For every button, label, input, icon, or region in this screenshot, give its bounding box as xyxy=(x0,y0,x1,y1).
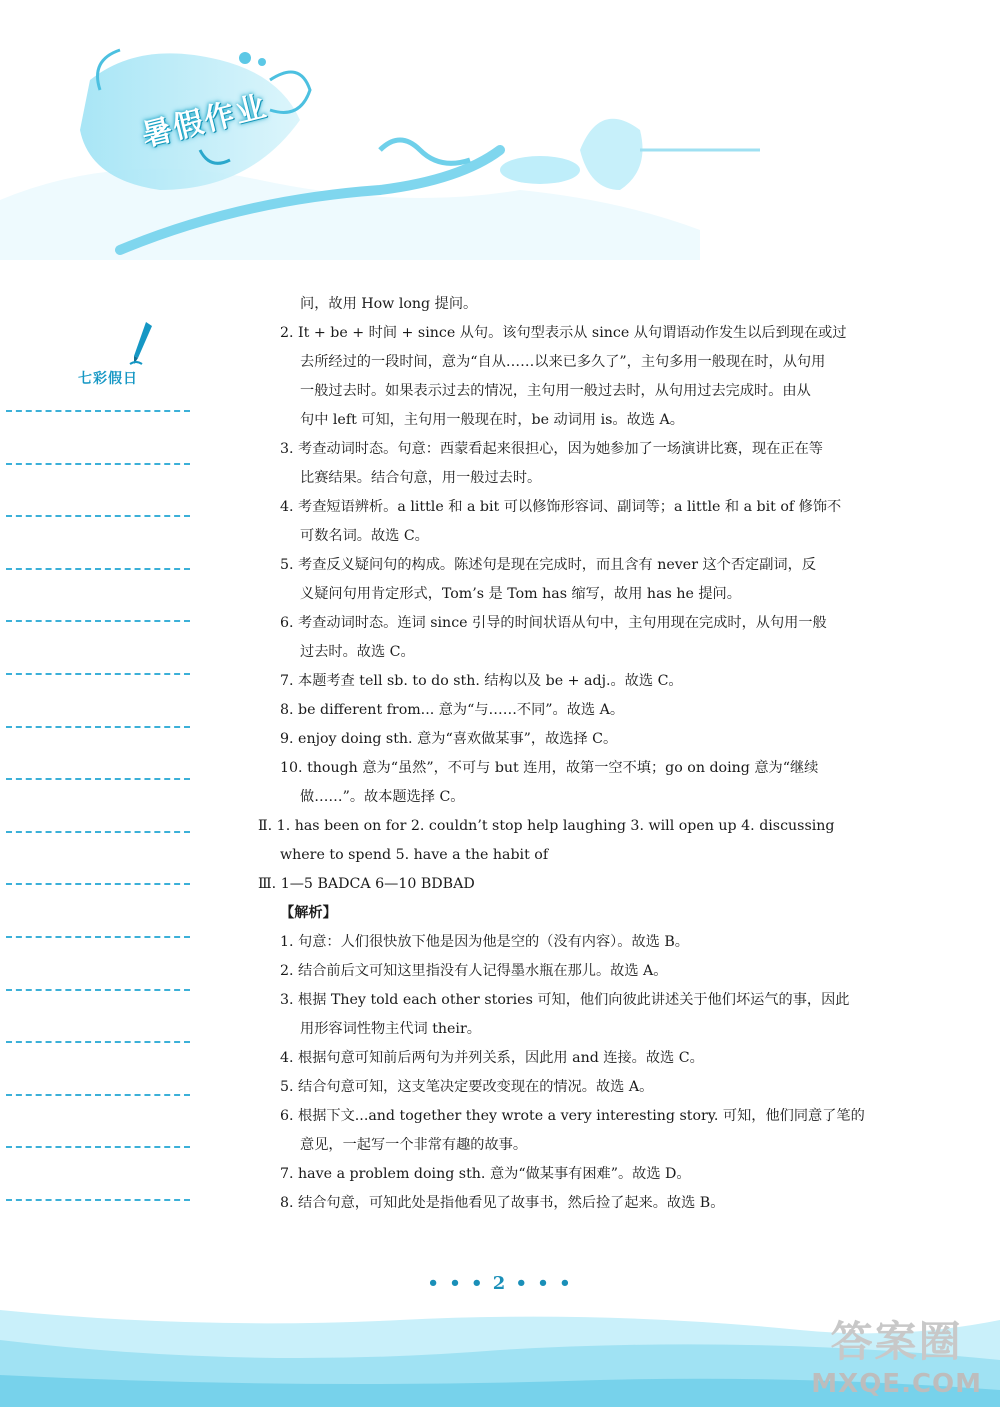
note-line xyxy=(6,410,190,412)
text-line: 可数名词。故选 C。 xyxy=(300,528,429,544)
text-line: 过去时。故选 C。 xyxy=(300,644,415,660)
sidebar-label: 七彩假日 xyxy=(78,371,138,387)
text-line: 2. It + be + 时间 + since 从句。该句型表示从 since 从句谓语动作发生以后到现在或过 xyxy=(280,325,847,341)
text-line: 4. 考查短语辨析。a little 和 a bit 可以修饰形容词、副词等；a little 和 a bit of 修饰不 xyxy=(280,499,842,515)
note-line xyxy=(6,936,190,938)
text-line: 比赛结果。结合句意，用一般过去时。 xyxy=(300,470,542,486)
text-line: 做……”。故本题选择 C。 xyxy=(300,789,465,805)
text-line: 义疑问句用肯定形式，Tom’s 是 Tom has 缩写，故用 has he 提问。 xyxy=(300,586,741,602)
text-line: 6. 考查动词时态。连词 since 引导的时间状语从句中，主句用现在完成时，从句用一般 xyxy=(280,615,827,631)
note-line xyxy=(6,673,190,675)
note-lines xyxy=(6,410,190,1252)
pen-icon xyxy=(128,320,156,366)
text-line: 10. though 意为“虽然”，不可与 but 连用，故第一空不填；go on doing 意为“继续 xyxy=(280,760,819,776)
note-line xyxy=(6,989,190,991)
text-line: 去所经过的一段时间，意为“自从……以来已多久了”，主句多用一般现在时，从句用 xyxy=(300,354,826,370)
text-line: 6. 根据下文...and together they wrote a very interesting story. 可知，他们同意了笔的 xyxy=(280,1108,865,1124)
watermark xyxy=(811,1309,982,1399)
text-line: 5. 考查反义疑问句的构成。陈述句是现在完成时，而且含有 never 这个否定副词，反 xyxy=(280,557,816,573)
page-number: • • • 2 • • • xyxy=(427,1273,573,1294)
text-line: 句中 left 可知，主句用一般现在时，be 动词用 is。故选 A。 xyxy=(300,412,684,428)
text-line: 8. 结合句意，可知此处是指他看见了故事书，然后捡了起来。故选 B。 xyxy=(280,1195,725,1211)
text-line: Ⅱ. 1. has been on for 2. couldn’t stop help laughing 3. will open up 4. discussing xyxy=(258,818,835,834)
note-line xyxy=(6,778,190,780)
text-line: 一般过去时。如果表示过去的情况，主句用一般过去时，从句用过去完成时。由从 xyxy=(300,383,811,399)
watermark-url: MXQE.COM xyxy=(811,1369,982,1399)
text-line: 8. be different from... 意为“与……不同”。故选 A。 xyxy=(280,702,625,718)
note-line xyxy=(6,1146,190,1148)
note-line xyxy=(6,1199,190,1201)
text-line: 7. have a problem doing sth. 意为“做某事有困难”。故选 D。 xyxy=(280,1166,691,1182)
note-line xyxy=(6,1041,190,1043)
text-line: 7. 本题考查 tell sb. to do sth. 结构以及 be + adj.。故选 C。 xyxy=(280,673,683,689)
text-line: where to spend 5. have a the habit of xyxy=(280,847,549,863)
text-line: 3. 考查动词时态。句意：西蒙看起来很担心，因为她参加了一场演讲比赛，现在正在等 xyxy=(280,441,823,457)
text-line: 【解析】 xyxy=(280,905,337,921)
text-line: 5. 结合句意可知，这支笔决定要改变现在的情况。故选 A。 xyxy=(280,1079,654,1095)
watermark-logo: 答案圈 xyxy=(830,1317,963,1366)
text-line: 意见，一起写一个非常有趣的故事。 xyxy=(300,1137,528,1153)
text-line: 4. 根据句意可知前后两句为并列关系，因此用 and 连接。故选 C。 xyxy=(280,1050,704,1066)
note-line xyxy=(6,1094,190,1096)
note-line xyxy=(6,463,190,465)
text-line: 问，故用 How long 提问。 xyxy=(300,296,478,312)
text-line: 3. 根据 They told each other stories 可知，他们向彼此讲述关于他们坏运气的事，因此 xyxy=(280,992,850,1008)
text-line: Ⅲ. 1—5 BADCA 6—10 BDBAD xyxy=(258,876,475,892)
text-line: 2. 结合前后文可知这里指没有人记得墨水瓶在那儿。故选 A。 xyxy=(280,963,668,979)
answer-content xyxy=(250,290,890,1218)
text-line: 9. enjoy doing sth. 意为“喜欢做某事”，故选择 C。 xyxy=(280,731,618,747)
header-title: 暑假作业 xyxy=(138,88,272,154)
note-line xyxy=(6,726,190,728)
note-line xyxy=(6,831,190,833)
text-line: 用形容词性物主代词 their。 xyxy=(300,1021,481,1037)
note-line xyxy=(6,883,190,885)
note-line xyxy=(6,568,190,570)
note-line xyxy=(6,515,190,517)
text-line: 1. 句意：人们很快放下他是因为他是空的（没有内容）。故选 B。 xyxy=(280,934,689,950)
note-line xyxy=(6,620,190,622)
